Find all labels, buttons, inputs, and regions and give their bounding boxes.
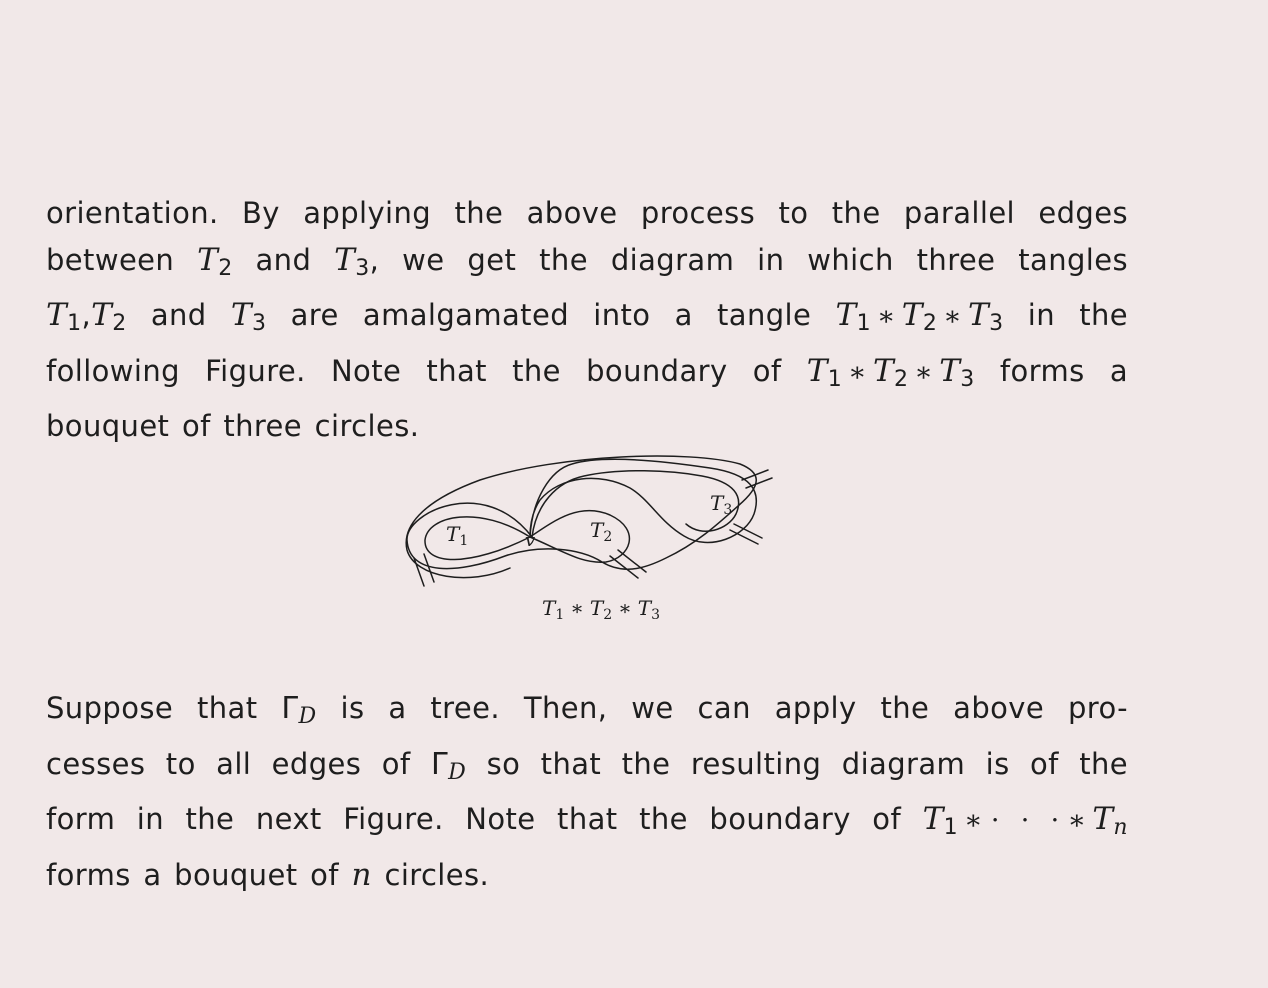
hash-T1 [414,554,434,586]
paragraph-2 [46,685,1128,898]
text-forms-a: forms a [999,353,1128,388]
text-circles: circles. [384,857,490,892]
math-T1-T2-T3: T1 ∗ T2 ∗ T3 [835,297,1004,337]
paragraph-2-line-4 [46,852,1128,899]
paragraph-2-line-2 [46,741,1128,797]
math-T3: T3 [230,297,267,337]
text-cesses: cesses to all edges of [46,746,411,781]
paragraph-2-line-1 [46,685,1128,741]
text-suppose-that: Suppose that [46,691,258,725]
text-comma: , [81,298,92,333]
diagram-label-v: v [525,530,536,551]
diagram-label-T3: $T_3$ [710,491,733,518]
text-between: between [46,242,175,277]
text-in-the: in the [1027,298,1129,333]
math-T2: T2 [91,297,127,337]
math-T1-dots-Tn: T1 ∗ · · · ∗ Tn [922,801,1128,841]
paragraph-1-line-4 [46,348,1128,404]
math-T3: T3 [334,241,370,281]
strand-T3-curve [532,471,739,537]
math-T2: T2 [197,241,233,281]
text-following-figure: following Figure. Note that the boundary of [46,353,782,388]
text-and: and [150,298,207,333]
paragraph-1-line-5: bouquet of three circles. [46,409,420,444]
math-T1-T2-T3: T1 ∗ T2 ∗ T3 [806,352,975,392]
diagram-label-T2: $T_2$ [590,518,613,545]
paragraph-2-line-3 [46,796,1128,852]
text-we-get: , we get the diagram in which three tangles [369,242,1128,277]
paragraph-1-line-2 [46,237,1128,293]
text-forms-a-bouquet: forms a bouquet of [46,857,339,892]
diagram-caption: $T_1$ ∗ $T_2$ ∗ $T_3$ [542,596,660,623]
math-T1: T1 [46,297,82,337]
paragraph-1 [46,190,1128,450]
loop-T2-curve [530,511,629,563]
text-is-a-tree: is a tree. Then, we can apply the above pro- [340,691,1129,725]
tangle-bouquet-diagram [380,440,800,640]
paragraph-1-line-1: orientation. By applying the above process to the parallel edges [46,196,1128,230]
text-so-that: so that the resulting diagram is of the [486,746,1129,781]
math-Gamma-D: ΓD [281,691,317,729]
hash-T3-top [742,470,772,488]
text-amalgamated: are amalgamated into a tangle [290,298,812,333]
text-form-in-next-figure: form in the next Figure. Note that the boundary of [46,802,902,837]
hash-T2 [610,550,646,578]
math-n: n [351,856,372,893]
diagram-label-T1: $T_1$ [446,522,469,549]
paragraph-1-line-3 [46,292,1128,348]
math-Gamma-D: ΓD [430,746,467,785]
text-and: and [255,242,312,277]
